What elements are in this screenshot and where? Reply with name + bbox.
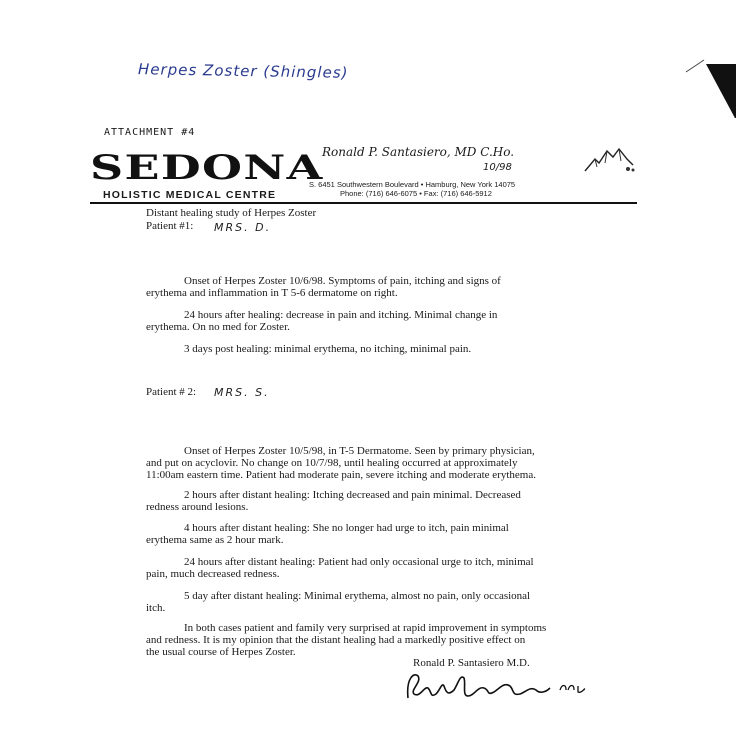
- mountain-logo-icon: [583, 143, 637, 179]
- study-title: Distant healing study of Herpes Zoster: [146, 207, 317, 219]
- p2-onset-line2: and put on acyclovir. No change on 10/7/98, until healing occurred at approximately: [146, 457, 518, 469]
- patient1-name: MRS. D.: [214, 221, 272, 234]
- signature-icon: [400, 668, 600, 704]
- attachment-label: ATTACHMENT #4: [104, 127, 196, 138]
- p2-24h-line2: pain, much decreased redness.: [146, 568, 280, 580]
- doctor-signature-header: Ronald P. Santasiero, MD C.Ho.: [322, 145, 515, 159]
- logo-subtitle: HOLISTIC MEDICAL CENTRE: [103, 189, 277, 201]
- phone-line: Phone: (716) 646-6075 • Fax: (716) 646-5912: [340, 189, 492, 198]
- handwritten-title: Herpes Zoster (Shingles): [137, 60, 349, 82]
- p2-2h-line2: redness around lesions.: [146, 501, 249, 513]
- p2-5d-line2: itch.: [146, 602, 166, 614]
- address-line: S. 6451 Southwestern Boulevard • Hamburg, New York 14075: [309, 180, 516, 189]
- handwritten-date: 10/98: [483, 162, 512, 173]
- p2-4h-line1: 4 hours after distant healing: She no longer had urge to itch, pain minimal: [184, 522, 509, 534]
- signed-name: Ronald P. Santasiero M.D.: [413, 657, 530, 669]
- p1-onset-line2: erythema and inflammation in T 5-6 dermatome on right.: [146, 287, 398, 299]
- p2-onset-line1: Onset of Herpes Zoster 10/5/98, in T-5 Dermatome. Seen by primary physician,: [184, 445, 535, 457]
- p2-4h-line2: erythema same as 2 hour mark.: [146, 534, 284, 546]
- p2-5d-line1: 5 day after distant healing: Minimal erythema, almost no pain, only occasional: [184, 590, 531, 602]
- conclusion-line2: and redness. It is my opinion that the distant healing had a markedly positive effect on: [146, 634, 526, 646]
- header-divider: [90, 202, 637, 204]
- p1-onset-line1: Onset of Herpes Zoster 10/6/98. Symptoms of pain, itching and signs of: [184, 275, 501, 287]
- patient2-name: MRS. S.: [214, 386, 270, 399]
- logo-sedona: SEDONA: [90, 148, 324, 188]
- conclusion-line3: the usual course of Herpes Zoster.: [146, 646, 296, 658]
- p1-24h-line2: erythema. On no med for Zoster.: [146, 321, 290, 333]
- patient1-label: Patient #1:: [146, 220, 194, 232]
- page-corner-mark: [678, 58, 738, 118]
- p1-3d-line: 3 days post healing: minimal erythema, no itching, minimal pain.: [184, 343, 472, 355]
- conclusion-line1: In both cases patient and family very surprised at rapid improvement in symptoms: [184, 622, 547, 634]
- p1-24h-line1: 24 hours after healing: decrease in pain and itching. Minimal change in: [184, 309, 498, 321]
- p2-2h-line1: 2 hours after distant healing: Itching decreased and pain minimal. Decreased: [184, 489, 521, 501]
- p2-onset-line3: 11:00am eastern time. Patient had moderate pain, severe itching and moderate erythema.: [146, 469, 536, 481]
- patient2-label: Patient # 2:: [146, 386, 197, 398]
- handwritten-signature: [400, 668, 600, 704]
- p2-24h-line1: 24 hours after distant healing: Patient had only occasional urge to itch, minimal: [184, 556, 534, 568]
